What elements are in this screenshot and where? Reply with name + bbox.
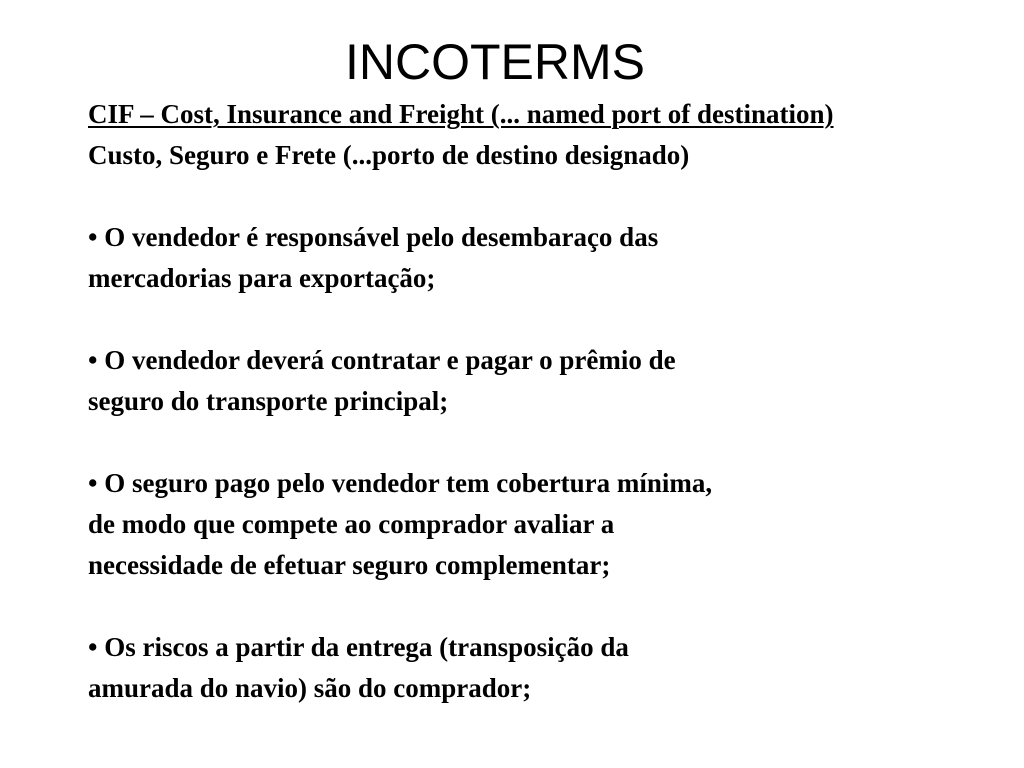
bullet-item: [88, 627, 903, 709]
bullet-line: necessidade de efetuar seguro complementar;: [88, 550, 611, 580]
bullet-line: de modo que compete ao comprador avaliar a: [88, 509, 615, 539]
slide-title: INCOTERMS: [345, 34, 645, 90]
bullet-item: [88, 217, 903, 299]
incoterm-subheading: Custo, Seguro e Frete (...porto de destino designado): [88, 140, 690, 170]
bullet-line: • O seguro pago pelo vendedor tem cobertura mínima,: [88, 468, 713, 498]
bullet-line: • Os riscos a partir da entrega (transposição da: [88, 632, 629, 662]
bullet-line: mercadorias para exportação;: [88, 263, 436, 293]
incoterm-heading: CIF – Cost, Insurance and Freight (... named port of destination): [88, 99, 834, 129]
bullet-line: • O vendedor deverá contratar e pagar o prêmio de: [88, 345, 676, 375]
bullet-line: seguro do transporte principal;: [88, 386, 449, 416]
bullet-line: • O vendedor é responsável pelo desembaraço das: [88, 222, 659, 252]
slide-content: [88, 94, 903, 709]
bullet-item: [88, 340, 903, 422]
bullet-item: [88, 463, 903, 586]
bullet-line: amurada do navio) são do comprador;: [88, 673, 532, 703]
